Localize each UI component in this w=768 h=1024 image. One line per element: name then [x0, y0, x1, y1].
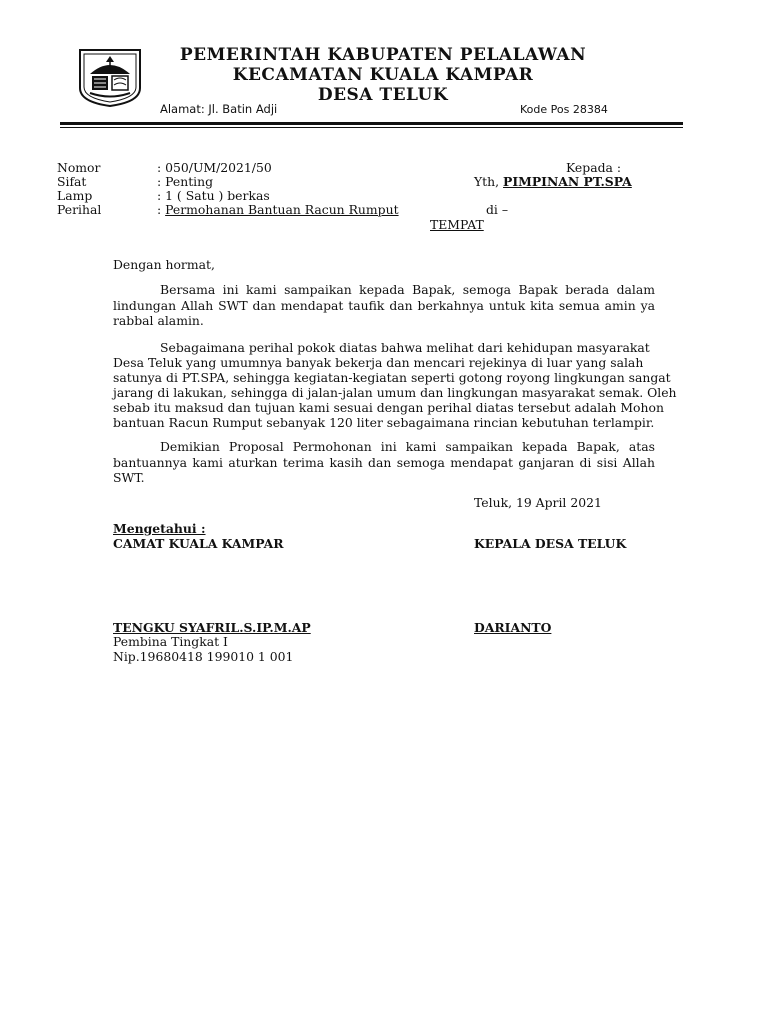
- paragraph-request-line-6: bantuan Racun Rumput sebanyak 120 liter sebagaimana rincian kebutuhan terlampir.: [113, 415, 655, 430]
- recipient-name: PIMPINAN PT.SPA: [503, 174, 632, 189]
- camat-nip: Nip.19680418 199010 1 001: [113, 649, 294, 664]
- paragraph-request-line-2: Desa Teluk yang umumnya banyak bekerja dan mencari rejekinya di luar yang salah: [113, 355, 644, 370]
- nomor-label: Nomor: [57, 160, 101, 175]
- lamp-value: : 1 ( Satu ) berkas: [157, 188, 270, 203]
- yth-label: Yth,: [474, 174, 504, 189]
- paragraph-request-line-5: sebab itu maksud dan tujuan kami sesuai dengan perihal diatas tersebut adalah Mohon: [113, 400, 664, 415]
- kepala-desa-title: KEPALA DESA TELUK: [474, 536, 627, 551]
- postal-code: Kode Pos 28384: [520, 103, 608, 116]
- camat-name: TENGKU SYAFRIL.S.IP.M.AP: [113, 620, 311, 635]
- tempat-label: TEMPAT: [430, 217, 484, 232]
- recipient-line: [474, 174, 632, 189]
- village-heading: DESA TELUK: [317, 85, 449, 105]
- place-date: Teluk, 19 April 2021: [474, 495, 602, 510]
- paragraph-greeting: Bersama ini kami sampaikan kepada Bapak, semoga Bapak berada dalam lindungan Allah SWT dan mendapat taufik dan berkahnya untuk kita semua amin ya rabbal alamin.: [113, 282, 655, 328]
- government-heading: PEMERINTAH KABUPATEN PELALAWAN: [179, 45, 587, 65]
- paragraph-request-line-3: satunya di PT.SPA, sehingga kegiatan-kegiatan seperti gotong royong lingkungan sangat: [113, 370, 671, 385]
- regency-emblem-logo: [76, 46, 144, 108]
- sifat-value: : Penting: [157, 174, 214, 189]
- camat-rank: Pembina Tingkat I: [113, 634, 228, 649]
- office-address: Alamat: Jl. Batin Adji: [160, 102, 278, 116]
- perihal-value: Permohanan Bantuan Racun Rumput: [165, 202, 399, 217]
- mengetahui-label: Mengetahui :: [113, 521, 206, 536]
- di-label: di –: [486, 202, 509, 217]
- perihal-value-line: [157, 202, 399, 217]
- letterhead-divider: [60, 122, 683, 125]
- perihal-label: Perihal: [57, 202, 102, 217]
- salutation: Dengan hormat,: [113, 257, 215, 272]
- paragraph-closing: Demikian Proposal Permohonan ini kami sampaikan kepada Bapak, atas bantuannya kami aturkan terima kasih dan semoga mendapat ganjaran di sisi Allah SWT.: [113, 439, 655, 485]
- paragraph-request-line-4: jarang di lakukan, sehingga di jalan-jalan umum dan lingkungan masyarakat semak. Oleh: [113, 385, 677, 400]
- lamp-label: Lamp: [57, 188, 93, 203]
- perihal-colon: :: [157, 202, 166, 217]
- sifat-label: Sifat: [57, 174, 87, 189]
- paragraph-request-line-1: Sebagaimana perihal pokok diatas bahwa melihat dari kehidupan masyarakat: [160, 340, 650, 355]
- kepala-desa-name: DARIANTO: [474, 620, 552, 635]
- camat-title: CAMAT KUALA KAMPAR: [113, 536, 284, 551]
- nomor-value: : 050/UM/2021/50: [157, 160, 272, 175]
- letterhead-divider-thin: [60, 127, 683, 128]
- district-heading: KECAMATAN KUALA KAMPAR: [232, 65, 534, 85]
- kepada-label: Kepada :: [566, 160, 622, 175]
